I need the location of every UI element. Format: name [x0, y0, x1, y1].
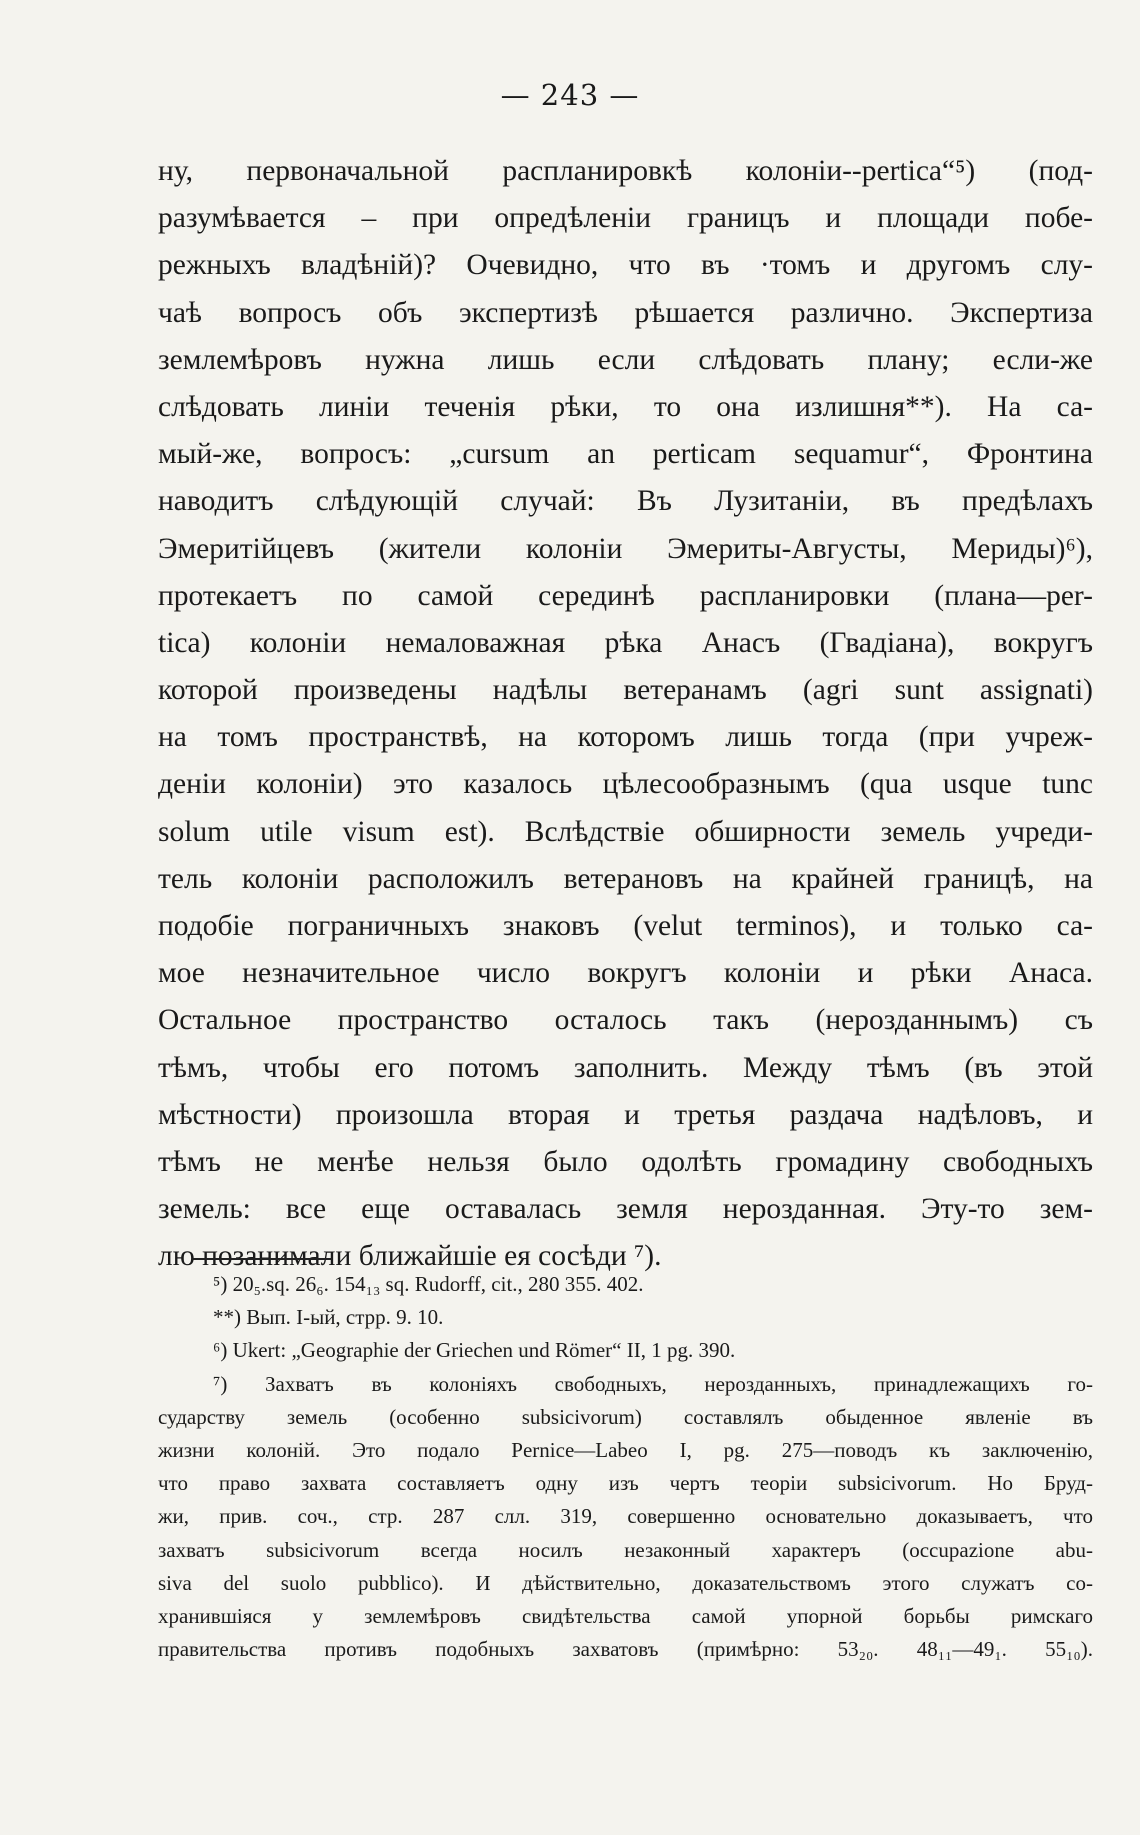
- text-line: которой произведены надѣлы ветеранамъ (agri sunt assignati): [158, 674, 1093, 707]
- text-line: tica) колоніи немаловажная рѣка Анасъ (Гвадіана), вокругъ: [158, 626, 1093, 659]
- text-line: подобіе пограничныхъ знаковъ (velut terminos), и только са-: [158, 910, 1093, 942]
- main-text: [158, 148, 1093, 1281]
- footnote-line: ⁵) 20₅.sq. 26₆. 154₁₃ sq. Rudorff, cit., 280 355. 402.: [213, 1272, 644, 1296]
- text-line: Остальное пространство осталось такъ (нерозданнымъ) съ: [158, 1004, 1093, 1037]
- text-line: слѣдовать линіи теченія рѣки, то она излишня**). На са-: [158, 390, 1093, 423]
- footnote-line: жи, прив. соч., стр. 287 слл. 319, совершенно основательно доказываетъ, что: [158, 1504, 1093, 1529]
- footnote-line: **) Вып. I-ый, стрр. 9. 10.: [213, 1305, 444, 1330]
- text-line: тель колоніи расположилъ ветерановъ на крайней границѣ, на: [158, 862, 1093, 895]
- footnote-separator: [192, 1258, 332, 1260]
- text-line: режныхъ владѣній)? Очевидно, что въ ·томъ и другомъ слу-: [158, 249, 1093, 282]
- footnote-line: жизни колоній. Это подало Pernice—Labeo I, pg. 275—поводъ къ заключенію,: [158, 1437, 1093, 1462]
- footnotes: [158, 1268, 1093, 1666]
- footnote-line: захватъ subsicivorum всегда носилъ незаконный характеръ (occupazione abu-: [158, 1537, 1093, 1562]
- text-line: тѣмъ, чтобы его потомъ заполнить. Между тѣмъ (въ этой: [158, 1051, 1093, 1084]
- text-line: на томъ пространствѣ, на которомъ лишь тогда (при учреж-: [158, 721, 1093, 754]
- page-number: — 243 —: [500, 78, 640, 112]
- text-line: solum utile visum est). Вслѣдствіе обширности земель учреди-: [158, 815, 1093, 848]
- footnote-line: сударству земель (особенно subsicivorum) составлялъ обыденное явленіе въ: [158, 1404, 1093, 1429]
- footnote-line: ⁶) Ukert: „Geographie der Griechen und Römer“ II, 1 pg. 390.: [213, 1338, 736, 1363]
- footnote-line: правительства противъ подобныхъ захватовъ (примѣрно: 53₂₀. 48₁₁—49₁. 55₁₀).: [158, 1637, 1093, 1662]
- text-line: разумѣвается – при опредѣленіи границъ и площади побе-: [158, 202, 1093, 235]
- text-line: лю позанимали ближайшіе ея сосѣди ⁷).: [158, 1240, 662, 1273]
- footnote-line: что право захвата составляетъ одну изъ чертъ теоріи subsicivorum. Но Бруд-: [158, 1471, 1093, 1496]
- text-line: мый-же, вопросъ: „cursum an perticam sequamur“, Фронтина: [158, 438, 1093, 471]
- text-line: мѣстности) произошла вторая и третья раздача надѣловъ, и: [158, 1098, 1093, 1131]
- text-line: ну, первоначальной распланировкѣ колоніи--pertica“⁵) (под-: [158, 155, 1093, 187]
- text-line: Эмеритійцевъ (жители колоніи Эмериты-Августы, Мериды)⁶),: [158, 532, 1093, 565]
- text-line: чаѣ вопросъ объ экспертизѣ рѣшается различно. Экспертиза: [158, 296, 1093, 329]
- footnote-line: siva del suolo pubblico). И дѣйствительно, доказательствомъ этого служатъ со-: [158, 1570, 1093, 1595]
- text-line: протекаетъ по самой серединѣ распланировки (плана—per-: [158, 579, 1093, 612]
- text-line: тѣмъ не менѣе нельзя было одолѣть громадину свободныхъ: [158, 1145, 1093, 1178]
- text-line: землемѣровъ нужна лишь если слѣдовать плану; если-же: [158, 343, 1093, 376]
- footnote-line: хранившіяся у землемѣровъ свидѣтельства самой упорной борьбы римскаго: [158, 1603, 1093, 1628]
- text-line: наводитъ слѣдующій случай: Въ Лузитаніи, въ предѣлахъ: [158, 485, 1093, 518]
- text-line: деніи колоніи) это казалось цѣлесообразнымъ (qua usque tunc: [158, 768, 1093, 801]
- footnote-line: ⁷) Захватъ въ колоніяхъ свободныхъ, нерозданныхъ, принадлежащихъ го-: [213, 1371, 1093, 1396]
- text-line: мое незначительное число вокругъ колоніи и рѣки Анаса.: [158, 957, 1093, 990]
- text-line: земель: все еще оставалась земля нерозданная. Эту-то зем-: [158, 1193, 1093, 1226]
